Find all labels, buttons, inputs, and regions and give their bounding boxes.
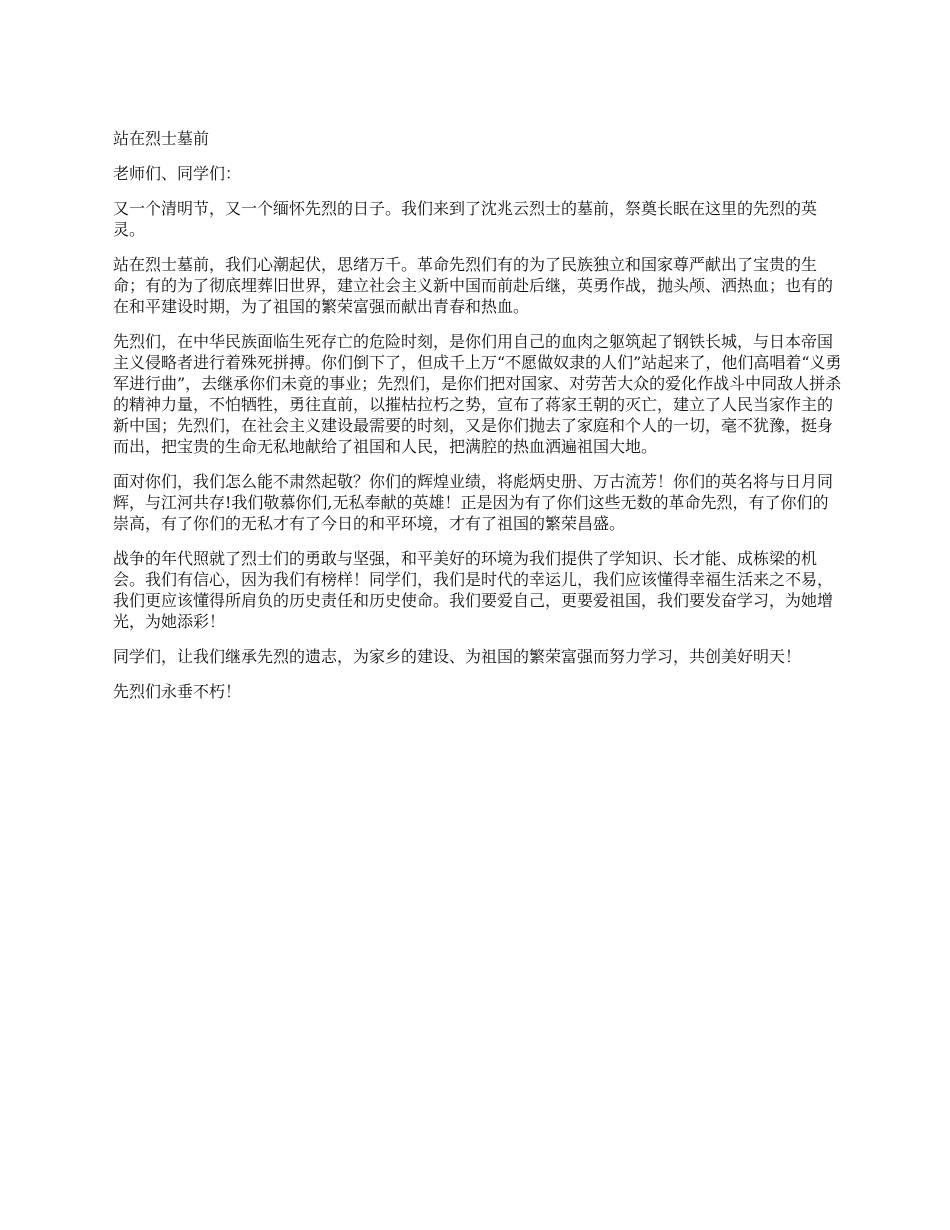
closing-line: 先烈们永垂不朽！ [113,682,242,701]
document-page [113,128,843,716]
salutation: 老师们、同学们： [113,164,242,183]
paragraph: 同学们，让我们继承先烈的遗志，为家乡的建设、为祖国的繁荣富强而努力学习，共创美好明天！ [113,647,802,666]
document-title: 站在烈士墓前 [113,129,210,148]
paragraph: 站在烈士墓前，我们心潮起伏，思绪万千。革命先烈们有的为了民族独立和国家尊严献出了宝贵的生命；有的为了彻底埋葬旧世界，建立社会主义新中国而前赴后继，英勇作战，抛头颅、洒热血；也有的在和平建设时期，为了祖国的繁荣富强而献出青春和热血。 [113,255,834,316]
paragraph: 面对你们，我们怎么能不肃然起敬？你们的辉煌业绩，将彪炳史册、万古流芳！你们的英名将与日月同辉，与江河共存!我们敬慕你们,无私奉献的英雄！正是因为有了你们这些无数的革命先烈，有了你们的崇高，有了你们的无私才有了今日的和平环境，才有了祖国的繁荣昌盛。 [113,472,834,533]
paragraph: 先烈们，在中华民族面临生死存亡的危险时刻，是你们用自己的血肉之躯筑起了钢铁长城，与日本帝国主义侵略者进行着殊死拼搏。你们倒下了，但成千上万“不愿做奴隶的人们”站起来了，他们高唱着“义勇军进行曲”，去继承你们未竟的事业；先烈们，是你们把对国家、对劳苦大众的爱化作战斗中同敌人拼杀的精神力量，不怕牺牲，勇往直前，以摧枯拉朽之势，宣布了蒋家王朝的灭亡，建立了人民当家作主的新中国；先烈们，在社会主义建设最需要的时刻，又是你们抛去了家庭和个人的一切，毫不犹豫，挺身而出，把宝贵的生命无私地献给了祖国和人民，把满腔的热血洒遍祖国大地。 [113,332,842,456]
paragraph: 又一个清明节，又一个缅怀先烈的日子。我们来到了沈兆云烈士的墓前，祭奠长眠在这里的先烈的英灵。 [113,199,818,239]
paragraph: 战争的年代照就了烈士们的勇敢与坚强，和平美好的环境为我们提供了学知识、长才能、成栋梁的机会。我们有信心，因为我们有榜样！同学们，我们是时代的幸运儿，我们应该懂得幸福生活来之不易，我们更应该懂得所肩负的历史责任和历史使命。我们要爱自己，更要爱祖国，我们要发奋学习，为她增光，为她添彩！ [113,549,834,631]
